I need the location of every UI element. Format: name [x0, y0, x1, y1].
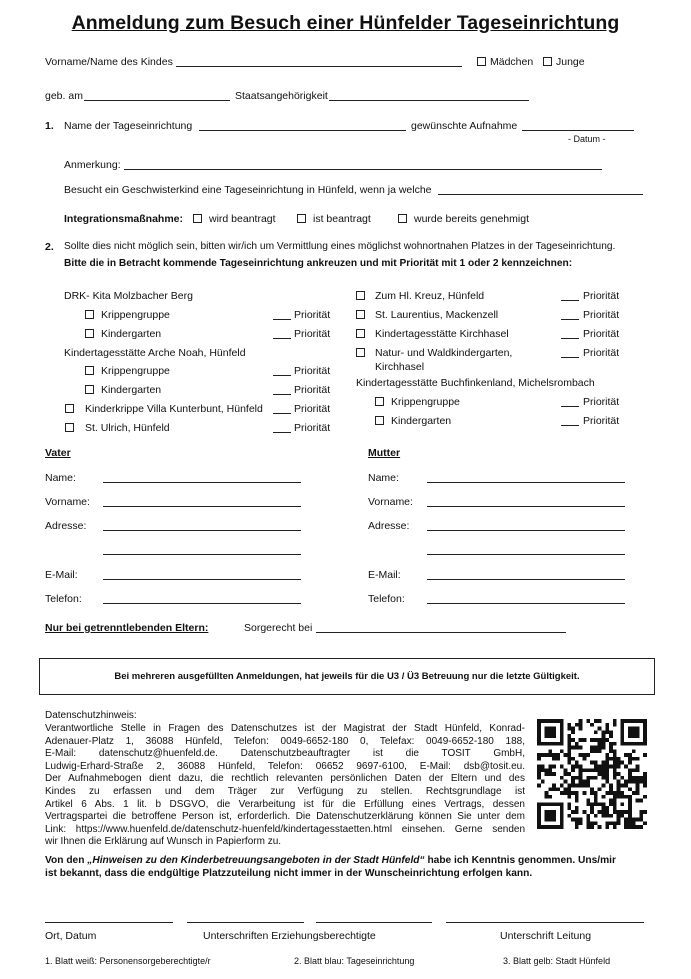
date-hint: - Datum -: [568, 134, 606, 144]
father-firstname-field[interactable]: [103, 506, 301, 507]
priority-label: Priorität: [294, 422, 331, 434]
buchfink-kiga-priority[interactable]: [561, 425, 579, 426]
privacy-heading: Datenschutzhinweis:: [45, 710, 137, 721]
footer-sheet3: 3. Blatt gelb: Stadt Hünfeld: [503, 956, 611, 966]
mother-phone-field[interactable]: [427, 603, 625, 604]
father-name-field[interactable]: [103, 482, 301, 483]
integration-approved-checkbox[interactable]: [398, 214, 407, 223]
father-phone-field[interactable]: [103, 603, 301, 604]
management-label: Unterschrift Leitung: [500, 930, 592, 942]
integration-opt-3: wurde bereits genehmigt: [414, 213, 529, 225]
father-heading: Vater: [45, 447, 71, 459]
child-name-field[interactable]: [176, 66, 462, 67]
qr-code-icon: [537, 719, 647, 829]
sibling-field[interactable]: [438, 194, 643, 195]
villa-kunterbunt-checkbox[interactable]: [65, 404, 74, 413]
separated-parents-label: Nur bei getrenntlebenden Eltern:: [45, 622, 209, 634]
priority-label: Priorität: [294, 309, 331, 321]
villa-kunterbunt-label: Kinderkrippe Villa Kunterbunt, Hünfeld: [85, 403, 263, 415]
buchfink-krippe-priority[interactable]: [561, 406, 579, 407]
hl-kreuz-priority[interactable]: [561, 300, 579, 301]
arche-krippe-priority[interactable]: [273, 375, 291, 376]
drk-krippe-priority[interactable]: [273, 319, 291, 320]
father-phone-label: Telefon:: [45, 593, 82, 605]
girl-label: Mädchen: [490, 56, 534, 68]
father-address-field[interactable]: [103, 530, 301, 531]
notice-text: Bei mehreren ausgefüllten Anmeldungen, hat jeweils für die U3 / Ü3 Betreuung nur die letzte Gültigkeit.: [114, 671, 580, 682]
arche-kiga-checkbox[interactable]: [85, 385, 94, 394]
hl-kreuz-checkbox[interactable]: [356, 291, 365, 300]
birth-date-field[interactable]: [84, 100, 230, 101]
section2-number: 2.: [45, 241, 54, 253]
st-laurentius-priority[interactable]: [561, 319, 579, 320]
facility-drk-molzbacher: DRK- Kita Molzbacher Berg: [64, 290, 193, 302]
footer-sheet1: 1. Blatt weiß: Personensorgeberechtigte/r: [45, 956, 211, 966]
mother-firstname-label: Vorname:: [368, 496, 413, 508]
management-signature[interactable]: [446, 922, 644, 923]
integration-applied-checkbox[interactable]: [193, 214, 202, 223]
guardian-signature-1[interactable]: [187, 922, 304, 923]
father-name-label: Name:: [45, 472, 76, 484]
birth-label: geb. am: [45, 90, 83, 102]
section2-line2: Bitte die in Betracht kommende Tageseinrichtung ankreuzen und mit Priorität mit 1 oder 2 kennzeichnen:: [64, 258, 573, 269]
integration-requested-checkbox[interactable]: [297, 214, 306, 223]
priority-label: Priorität: [583, 309, 620, 321]
priority-label: Priorität: [294, 384, 331, 396]
mother-name-field[interactable]: [427, 482, 625, 483]
drk-krippe-label: Krippengruppe: [101, 309, 170, 321]
father-address-field-2[interactable]: [103, 554, 301, 555]
priority-label: Priorität: [294, 403, 331, 415]
kirchhasel-label: Kindertagesstätte Kirchhasel: [375, 328, 509, 340]
place-date-field[interactable]: [45, 922, 173, 923]
arche-krippe-label: Krippengruppe: [101, 365, 170, 377]
section2-line1: Sollte dies nicht möglich sein, bitten wir/ich um Vermittlung eines möglichst wohnortnahen Platzes in der Tageseinrichtung.: [64, 241, 616, 252]
footer-sheet2: 2. Blatt blau: Tageseinrichtung: [294, 956, 415, 966]
integration-label: Integrationsmaßnahme:: [64, 213, 184, 225]
priority-label: Priorität: [583, 328, 620, 340]
mother-address-field-2[interactable]: [427, 554, 625, 555]
nationality-field[interactable]: [329, 100, 529, 101]
mother-heading: Mutter: [368, 447, 401, 459]
priority-label: Priorität: [294, 328, 331, 340]
mother-address-label: Adresse:: [368, 520, 410, 532]
buchfink-kiga-checkbox[interactable]: [375, 416, 384, 425]
kirchhasel-checkbox[interactable]: [356, 329, 365, 338]
facility-field[interactable]: [199, 130, 406, 131]
villa-kunterbunt-priority[interactable]: [273, 413, 291, 414]
guardians-label: Unterschriften Erziehungsberechtigte: [203, 930, 376, 942]
st-laurentius-checkbox[interactable]: [356, 310, 365, 319]
priority-label: Priorität: [583, 290, 620, 302]
boy-checkbox[interactable]: [543, 57, 552, 66]
ack-line2: ist bekannt, dass die endgültige Platzzuteilung nicht immer in der Wunscheinrichtung erfolgen kann.: [45, 868, 533, 879]
arche-kiga-priority[interactable]: [273, 394, 291, 395]
hl-kreuz-label: Zum Hl. Kreuz, Hünfeld: [375, 290, 485, 302]
buchfink-kiga-label: Kindergarten: [391, 415, 452, 427]
natur-wald-label-1: Natur- und Waldkindergarten,: [375, 347, 513, 359]
mother-name-label: Name:: [368, 472, 399, 484]
st-laurentius-label: St. Laurentius, Mackenzell: [375, 309, 499, 321]
nationality-label: Staatsangehörigkeit: [235, 90, 328, 102]
drk-kiga-label: Kindergarten: [101, 328, 162, 340]
section1-number: 1.: [45, 120, 54, 132]
privacy-text: Verantwortliche Stelle in Fragen des Datenschutzes ist der Magistrat der Stadt Hünfeld, Konrad- Adenauer-Platz 1, 36088 Hünfeld, Telefon: 0049-6652-180 0, Telefax: 0049-6652-180 188, E-Mail: datenschutz@huenfeld.de. Datenschutzbeauftragter ist die TOSIT GmbH, Ludwig-Erhard-Straße 2, 36088 Hünfeld, Telefon: 06652 9697-6100, E-Mail: dsb@tosit.eu. Der Aufnahmebogen dient dazu, die rechtlich relevanten persönlichen Daten der Eltern und des Kindes zu erfassen und dem Träger zur Verfügung zu stellen. Rechtsgrundlage ist Artikel 6 Abs. 1 lit. b DSGVO, die Verarbeitung ist für die Erfüllung eines Vertrags, dessen Vertragspartei die betroffene Person ist, erforderlich. Die Datenschutzerklärung können Sie unter dem Link: https://www.huenfeld.de/datenschutz-huenfeld/kindertagesstaetten.html einsehen. Gerne senden wir Ihnen die Erklärung auf Wunsch in Papierform zu.: [45, 723, 525, 848]
custody-field[interactable]: [316, 632, 566, 633]
natur-wald-label-2: Kirchhasel: [375, 361, 425, 373]
ack-line1: Von den „Hinweisen zu den Kinderbetreuungsangeboten in der Stadt Hünfeld“ habe ich Kenntnis genommen. Uns/mir: [45, 855, 616, 866]
drk-kiga-checkbox[interactable]: [85, 329, 94, 338]
natur-wald-checkbox[interactable]: [356, 348, 365, 357]
father-email-field[interactable]: [103, 579, 301, 580]
place-date-label: Ort, Datum: [45, 930, 97, 942]
desired-admission-field[interactable]: [522, 130, 634, 131]
mother-firstname-field[interactable]: [427, 506, 625, 507]
priority-label: Priorität: [294, 365, 331, 377]
child-name-label: Vorname/Name des Kindes: [45, 56, 173, 68]
st-ulrich-label: St. Ulrich, Hünfeld: [85, 422, 170, 434]
facility-label: Name der Tageseinrichtung: [64, 120, 193, 132]
integration-opt-1: wird beantragt: [209, 213, 276, 225]
buchfink-krippe-label: Krippengruppe: [391, 396, 460, 408]
buchfink-krippe-checkbox[interactable]: [375, 397, 384, 406]
integration-opt-2: ist beantragt: [313, 213, 371, 225]
desired-admission-label: gewünschte Aufnahme: [411, 120, 518, 132]
st-ulrich-checkbox[interactable]: [65, 423, 74, 432]
priority-label: Priorität: [583, 347, 620, 359]
mother-email-label: E-Mail:: [368, 569, 401, 581]
father-firstname-label: Vorname:: [45, 496, 90, 508]
mother-phone-label: Telefon:: [368, 593, 405, 605]
drk-kiga-priority[interactable]: [273, 338, 291, 339]
st-ulrich-priority[interactable]: [273, 432, 291, 433]
kirchhasel-priority[interactable]: [561, 338, 579, 339]
priority-label: Priorität: [583, 396, 620, 408]
drk-krippe-checkbox[interactable]: [85, 310, 94, 319]
mother-email-field[interactable]: [427, 579, 625, 580]
custody-label: Sorgerecht bei: [244, 622, 313, 634]
natur-wald-priority[interactable]: [561, 357, 579, 358]
father-email-label: E-Mail:: [45, 569, 78, 581]
guardian-signature-2[interactable]: [316, 922, 432, 923]
mother-address-field[interactable]: [427, 530, 625, 531]
arche-krippe-checkbox[interactable]: [85, 366, 94, 375]
priority-label: Priorität: [583, 415, 620, 427]
remark-label: Anmerkung:: [64, 159, 121, 171]
facility-buchfinkenland: Kindertagesstätte Buchfinkenland, Michelsrombach: [356, 377, 595, 389]
remark-field[interactable]: [124, 169, 602, 170]
father-address-label: Adresse:: [45, 520, 87, 532]
page-title: Anmeldung zum Besuch einer Hünfelder Tageseinrichtung: [71, 12, 620, 34]
sibling-label: Besucht ein Geschwisterkind eine Tageseinrichtung in Hünfeld, wenn ja welche: [64, 184, 432, 196]
girl-checkbox[interactable]: [477, 57, 486, 66]
facility-arche-noah: Kindertagesstätte Arche Noah, Hünfeld: [64, 347, 246, 359]
arche-kiga-label: Kindergarten: [101, 384, 162, 396]
boy-label: Junge: [556, 56, 585, 68]
